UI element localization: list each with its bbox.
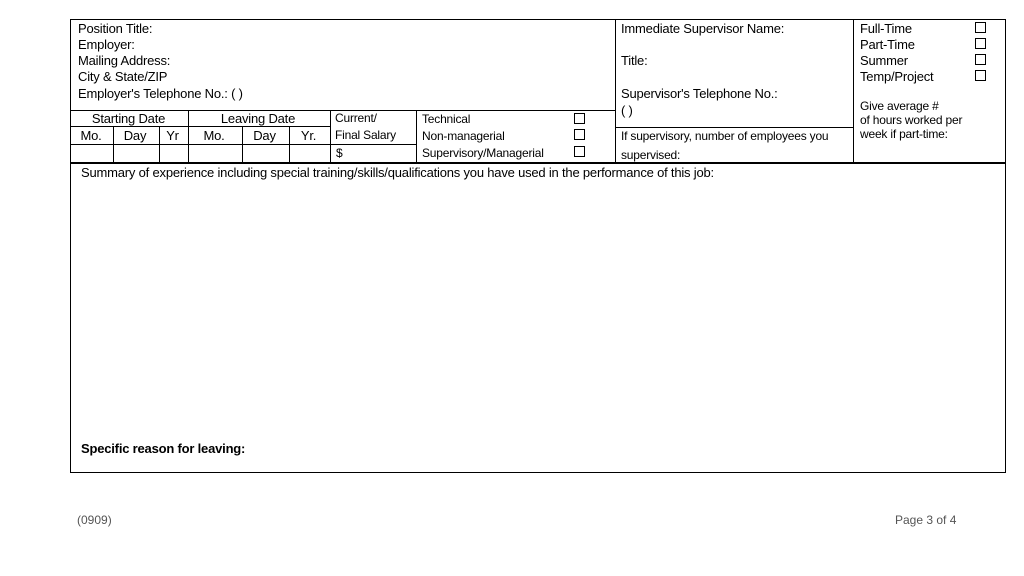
mailing-address-label: Mailing Address:: [78, 53, 171, 68]
supervisor-divider: [615, 127, 853, 128]
emptype-part-time-checkbox[interactable]: [975, 38, 986, 49]
salary-divider: [416, 110, 417, 162]
emptype-temp-project-label: Temp/Project: [860, 69, 934, 84]
num-employees-label-line2: supervised:: [621, 148, 681, 162]
employer-telephone-label: Employer's Telephone No.: ( ): [78, 86, 243, 101]
leaving-date-label: Leaving Date: [220, 111, 296, 126]
num-employees-label-line1: If supervisory, number of employees you: [621, 129, 829, 143]
emptype-temp-project-checkbox[interactable]: [975, 70, 986, 81]
form-code: (0909): [77, 513, 112, 527]
option-technical-checkbox[interactable]: [574, 113, 585, 124]
emptype-part-time-label: Part-Time: [860, 37, 915, 52]
divider-employer-supervisor: [615, 19, 616, 162]
dates-grid-row2: [71, 144, 416, 145]
summary-top-border: [70, 162, 1006, 164]
salary-label-line1: Current/: [335, 111, 377, 125]
starting-date-label: Starting Date: [91, 111, 166, 126]
option-non-managerial-label: Non-managerial: [422, 129, 505, 143]
col-start-month: Mo.: [80, 128, 102, 143]
option-non-managerial-checkbox[interactable]: [574, 129, 585, 140]
dates-grid-mid: [71, 126, 331, 127]
reason-for-leaving-label: Specific reason for leaving:: [81, 441, 246, 456]
col-leave-year: Yr.: [300, 128, 317, 143]
option-technical-label: Technical: [422, 112, 471, 126]
city-state-zip-label: City & State/ZIP: [78, 69, 168, 84]
option-supervisory-checkbox[interactable]: [574, 146, 585, 157]
salary-currency-symbol: $: [336, 146, 343, 160]
col-leave-month: Mo.: [203, 128, 225, 143]
hours-note-line1: Give average #: [860, 99, 939, 113]
emptype-full-time-label: Full-Time: [860, 21, 912, 36]
page-indicator: Page 3 of 4: [895, 513, 957, 527]
col-start-year: Yr: [166, 128, 179, 143]
hours-note-line2: of hours worked per: [860, 113, 963, 127]
supervisor-telephone-parens: ( ): [621, 103, 633, 118]
emptype-summer-checkbox[interactable]: [975, 54, 986, 65]
col-start-day: Day: [123, 128, 147, 143]
supervisor-telephone-label: Supervisor's Telephone No.:: [621, 86, 778, 101]
summary-label: Summary of experience including special training/skills/qualifications you have used in the performance of this job:: [81, 165, 714, 180]
hours-note-line3: week if part-time:: [860, 127, 948, 141]
emptype-full-time-checkbox[interactable]: [975, 22, 986, 33]
salary-label-line2: Final Salary: [335, 128, 396, 142]
supervisor-name-label: Immediate Supervisor Name:: [621, 21, 785, 36]
option-supervisory-label: Supervisory/Managerial: [422, 146, 544, 160]
emptype-summer-label: Summer: [860, 53, 908, 68]
position-title-label: Position Title:: [78, 21, 153, 36]
col-leave-day: Day: [253, 128, 276, 143]
supervisor-title-label: Title:: [621, 53, 648, 68]
top-border: [70, 19, 1006, 20]
employer-label: Employer:: [78, 37, 135, 52]
divider-supervisor-emptype: [853, 19, 854, 162]
dates-divider-leave-salary: [330, 110, 331, 162]
